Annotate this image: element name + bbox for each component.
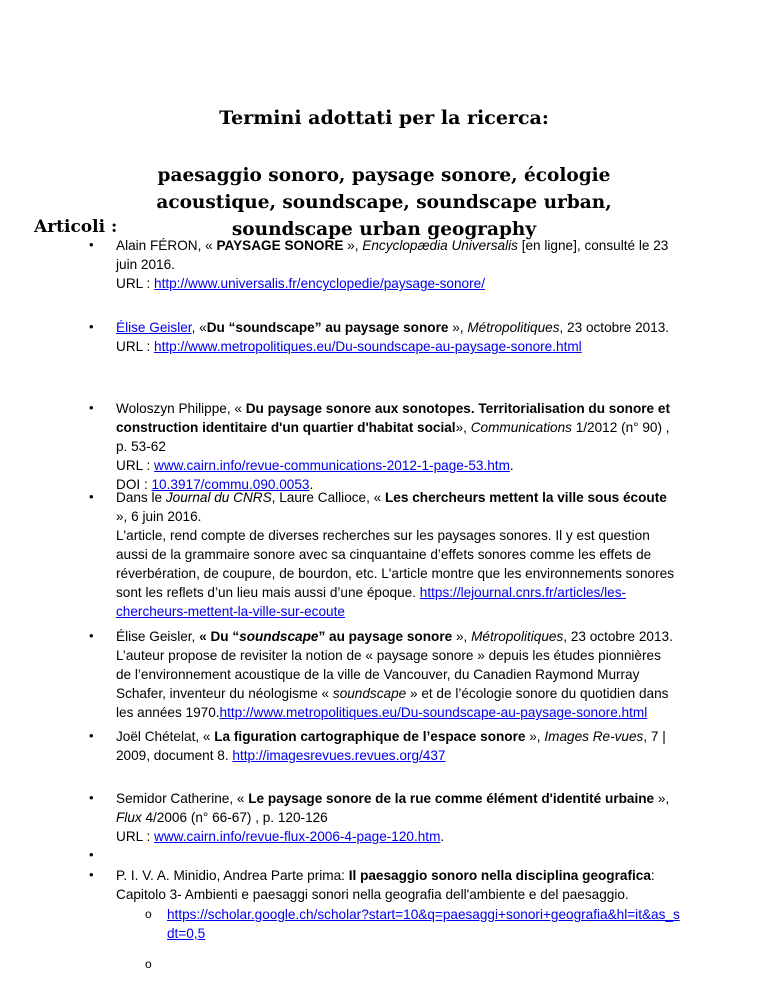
sub-bullet-icon: o [145,907,152,921]
list-item: • P. I. V. A. Minidio, Andrea Parte prima: Il paesaggio sonoro nella disciplina geografica: Capitolo 3- Ambienti e paesaggi sonori nella geografia dell'ambiente e del paesaggio. [89,867,655,902]
sub-bullet-icon: o [145,957,152,971]
article-link[interactable]: http://www.metropolitiques.eu/Du-soundscape-au-paysage-sonore.html [219,705,648,720]
bullet-icon: • [89,728,94,743]
article-link[interactable]: www.cairn.info/revue-communications-2012-1-page-53.htm [154,458,510,473]
author-link[interactable]: Élise Geisler [116,320,192,335]
page-subtitle: paesaggio sonoro, paysage sonore, écologie acoustique, soundscape, soundscape urban, soundscape urban geography [156,165,612,240]
article-link[interactable]: https://lejournal.cnrs.fr/articles/les-chercheurs-mettent-la-ville-sur-ecoute [116,585,627,619]
article-link[interactable]: http://www.metropolitiques.eu/Du-soundscape-au-paysage-sonore.html [154,339,582,354]
bullet-icon: • [89,867,94,882]
bullet-icon: • [89,489,94,504]
doi-link[interactable]: 10.3917/commu.090.0053 [151,477,310,492]
sub-list-item [145,905,687,943]
list-item: • Élise Geisler, « Du “soundscape” au paysage sonore », Métropolitiques, 23 octobre 2013. L’auteur propose de revisiter la notion de « paysage sonore » depuis les études pionnières de l’environnement acoustique de la ville de Vancouver, du Canadien Raymond Murray Schafer, inventeur du néologisme « soundscape » et de l’écologie sonore du quotidien dans les années 1970.http://www.metropolitiques.eu/Du-soundscape-au-paysage-sonore.html [89,628,673,720]
scholar-link[interactable]: https://scholar.google.ch/scholar?start=10&q=paesaggi+sonori+geografia&hl=it&as_sdt=0,5 [167,907,680,941]
article-link[interactable]: www.cairn.info/revue-flux-2006-4-page-120.htm [154,829,441,844]
list-item: • Dans le Journal du CNRS, Laure Callioce, « Les chercheurs mettent la ville sous écoute », 6 juin 2016. L'article, rend compte de diverses recherches sur les paysages sonores. Il y est question aussi de la grammaire sonore avec sa cinquantaine d’effets sonores comme les effets de réverbération, de coupure, de bourdon, etc. L'article montre que les environnements sonores sont les reflets d’un lieu mais aussi d’une époque. https://lejournal.cnrs.fr/articles/les-chercheurs-mettent-la-ville-sur-ecoute [89,489,675,619]
list-item: • Élise Geisler, «Du “soundscape” au paysage sonore », Métropolitiques, 23 octobre 2013. URL : http://www.metropolitiques.eu/Du-soundscape-au-paysage-sonore.html [89,319,670,354]
list-item: • Joël Chételat, « La figuration cartographique de l’espace sonore », Images Re-vues, 7 | 2009, document 8. http://imagesrevues.revues.org/437 [89,728,666,763]
bullet-icon: • [89,237,94,252]
bullet-icon: • [89,400,94,415]
list-item: • Woloszyn Philippe, « Du paysage sonore aux sonotopes. Territorialisation du sonore et construction identitaire d'un quartier d'habitat social», Communications 1/2012 (n° 90) , p. 53-62 URL : www.cairn.info/revue-communications-2012-1-page-53.htm. DOI : 10.3917/commu.090.0053. [89,400,670,492]
bullet-icon: • [89,319,94,334]
list-item: • Semidor Catherine, « Le paysage sonore de la rue comme élément d'identité urbaine », Flux 4/2006 (n° 66-67) , p. 120-126 URL : www.cairn.info/revue-flux-2006-4-page-120.htm. [89,790,670,844]
empty-bullet-icon: • [89,847,94,862]
page-title: Termini adottati per la ricerca: [219,107,549,129]
bullet-icon: • [89,790,94,805]
list-item: • Alain FÉRON, « PAYSAGE SONORE », Encyclopædia Universalis [en ligne], consulté le 23 juin 2016. URL : http://www.universalis.fr/encyclopedie/paysage-sonore/ [89,237,669,291]
article-link[interactable]: http://imagesrevues.revues.org/437 [232,748,446,763]
bullet-icon: • [89,628,94,643]
article-link[interactable]: http://www.universalis.fr/encyclopedie/paysage-sonore/ [154,276,485,291]
section-heading: Articoli : [34,217,118,237]
